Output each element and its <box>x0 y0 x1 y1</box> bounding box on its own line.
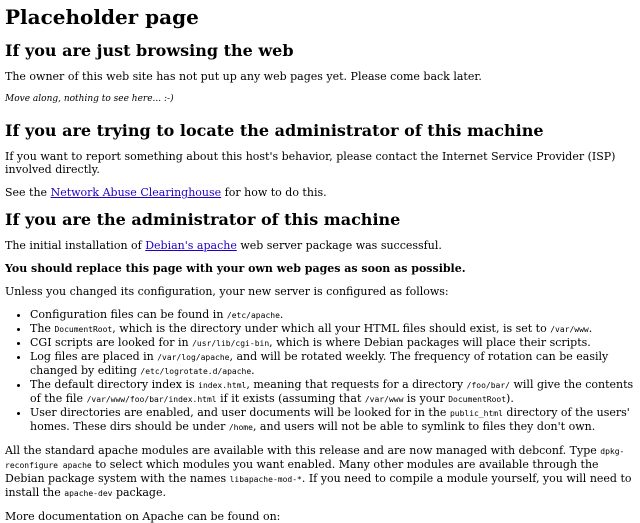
index-text-1: The default directory index is <box>30 378 199 391</box>
list-item-userdirs <box>30 406 635 434</box>
cgi-text-1: CGI scripts are looked for in <box>30 336 193 349</box>
index-code-4: /var/www <box>364 395 404 404</box>
install-prefix: The initial installation of <box>5 239 146 252</box>
browsing-text: The owner of this web site has not put up any web pages yet. Please come back later. <box>5 70 482 83</box>
docroot-code-1: DocumentRoot <box>54 325 113 334</box>
modules-code-3: apache-dev <box>64 489 113 498</box>
cgi-text-2: , which is where Debian packages will place their scripts. <box>269 336 591 349</box>
abuse-prefix: See the <box>5 186 51 199</box>
heading-browsing: If you are just browsing the web <box>5 41 294 60</box>
abuse-paragraph <box>5 186 635 199</box>
modules-text-2: to select which modules you want enabled. Many other modules are available through the Debian package system with the names <box>5 458 599 485</box>
docroot-code-2: /var/www <box>550 325 589 334</box>
config-text-2: . <box>279 308 284 321</box>
list-item-index <box>30 378 635 406</box>
config-list <box>5 308 635 434</box>
index-text-3: will give the contents of the file <box>30 378 634 405</box>
page-title: Placeholder page <box>5 5 199 29</box>
docroot-text-3: . <box>588 322 593 335</box>
replace-notice: You should replace this page with your own web pages as soon as possible. <box>5 262 466 275</box>
userdirs-text-1: User directories are enabled, and user documents will be looked for in the <box>30 406 450 419</box>
more-docs: More documentation on Apache can be found on: <box>5 510 281 523</box>
docroot-text-1: The <box>30 322 55 335</box>
modules-text-3: . If you need to compile a module yourself, you will need to install the <box>5 472 632 499</box>
list-item-logs <box>30 350 635 378</box>
config-text-1: Configuration files can be found in <box>30 308 227 321</box>
docroot-text-2: , which is the directory under which all your HTML files should exist, is set to <box>112 322 551 335</box>
userdirs-text-2: directory of the users' homes. These dirs should be under <box>30 406 630 433</box>
userdirs-code-1: public_html <box>449 409 503 418</box>
logs-text-1: Log files are placed in <box>30 350 158 363</box>
list-item-docroot <box>30 322 635 336</box>
heading-locate-admin: If you are trying to locate the administrator of this machine <box>5 121 544 140</box>
index-text-5: is your <box>403 392 449 405</box>
config-path: /etc/apache <box>226 311 280 320</box>
index-code-5: DocumentRoot <box>448 395 507 404</box>
list-item-config <box>30 308 635 322</box>
index-code-3: /var/www/foo/bar/index.html <box>86 395 217 404</box>
logs-code-1: /var/log/apache <box>157 353 230 362</box>
logs-code-2: /etc/logrotate.d/apache <box>140 367 252 376</box>
browsing-note: Move along, nothing to see here... :-) <box>5 94 174 104</box>
userdirs-code-2: /home <box>228 423 253 432</box>
cgi-path: /usr/lib/cgi-bin <box>192 339 270 348</box>
debian-apache-link[interactable]: Debian's apache <box>145 239 237 252</box>
index-code-1: index.html <box>198 381 247 390</box>
modules-code-2: libapache-mod-* <box>229 475 302 484</box>
modules-code-1: dpkg-reconfigure apache <box>5 447 625 470</box>
modules-text-1: All the standard apache modules are available with this release and are now managed with debconf. Type <box>5 444 601 457</box>
locate-admin-text: If you want to report something about this host's behavior, please contact the Internet Service Provider (ISP) involved directly. <box>5 150 616 176</box>
network-abuse-link[interactable]: Network Abuse Clearinghouse <box>50 186 222 199</box>
index-code-2: /foo/bar/ <box>466 381 510 390</box>
index-text-6: ). <box>506 392 514 405</box>
userdirs-text-3: , and users will not be able to symlink to files they don't own. <box>252 420 596 433</box>
index-text-4: if it exists (assuming that <box>216 392 365 405</box>
config-intro: Unless you changed its configuration, your new server is configured as follows: <box>5 285 449 298</box>
index-text-2: , meaning that requests for a directory <box>246 378 467 391</box>
install-paragraph <box>5 239 635 252</box>
logs-text-2: , and will be rotated weekly. The frequency of rotation can be easily changed by editing <box>30 350 609 377</box>
modules-paragraph <box>5 444 635 500</box>
logs-text-3: . <box>251 364 255 377</box>
heading-admin: If you are the administrator of this machine <box>5 210 401 229</box>
list-item-cgi <box>30 336 635 350</box>
install-suffix: web server package was successful. <box>236 239 442 252</box>
modules-text-4: package. <box>112 486 166 499</box>
abuse-suffix: for how to do this. <box>221 186 327 199</box>
